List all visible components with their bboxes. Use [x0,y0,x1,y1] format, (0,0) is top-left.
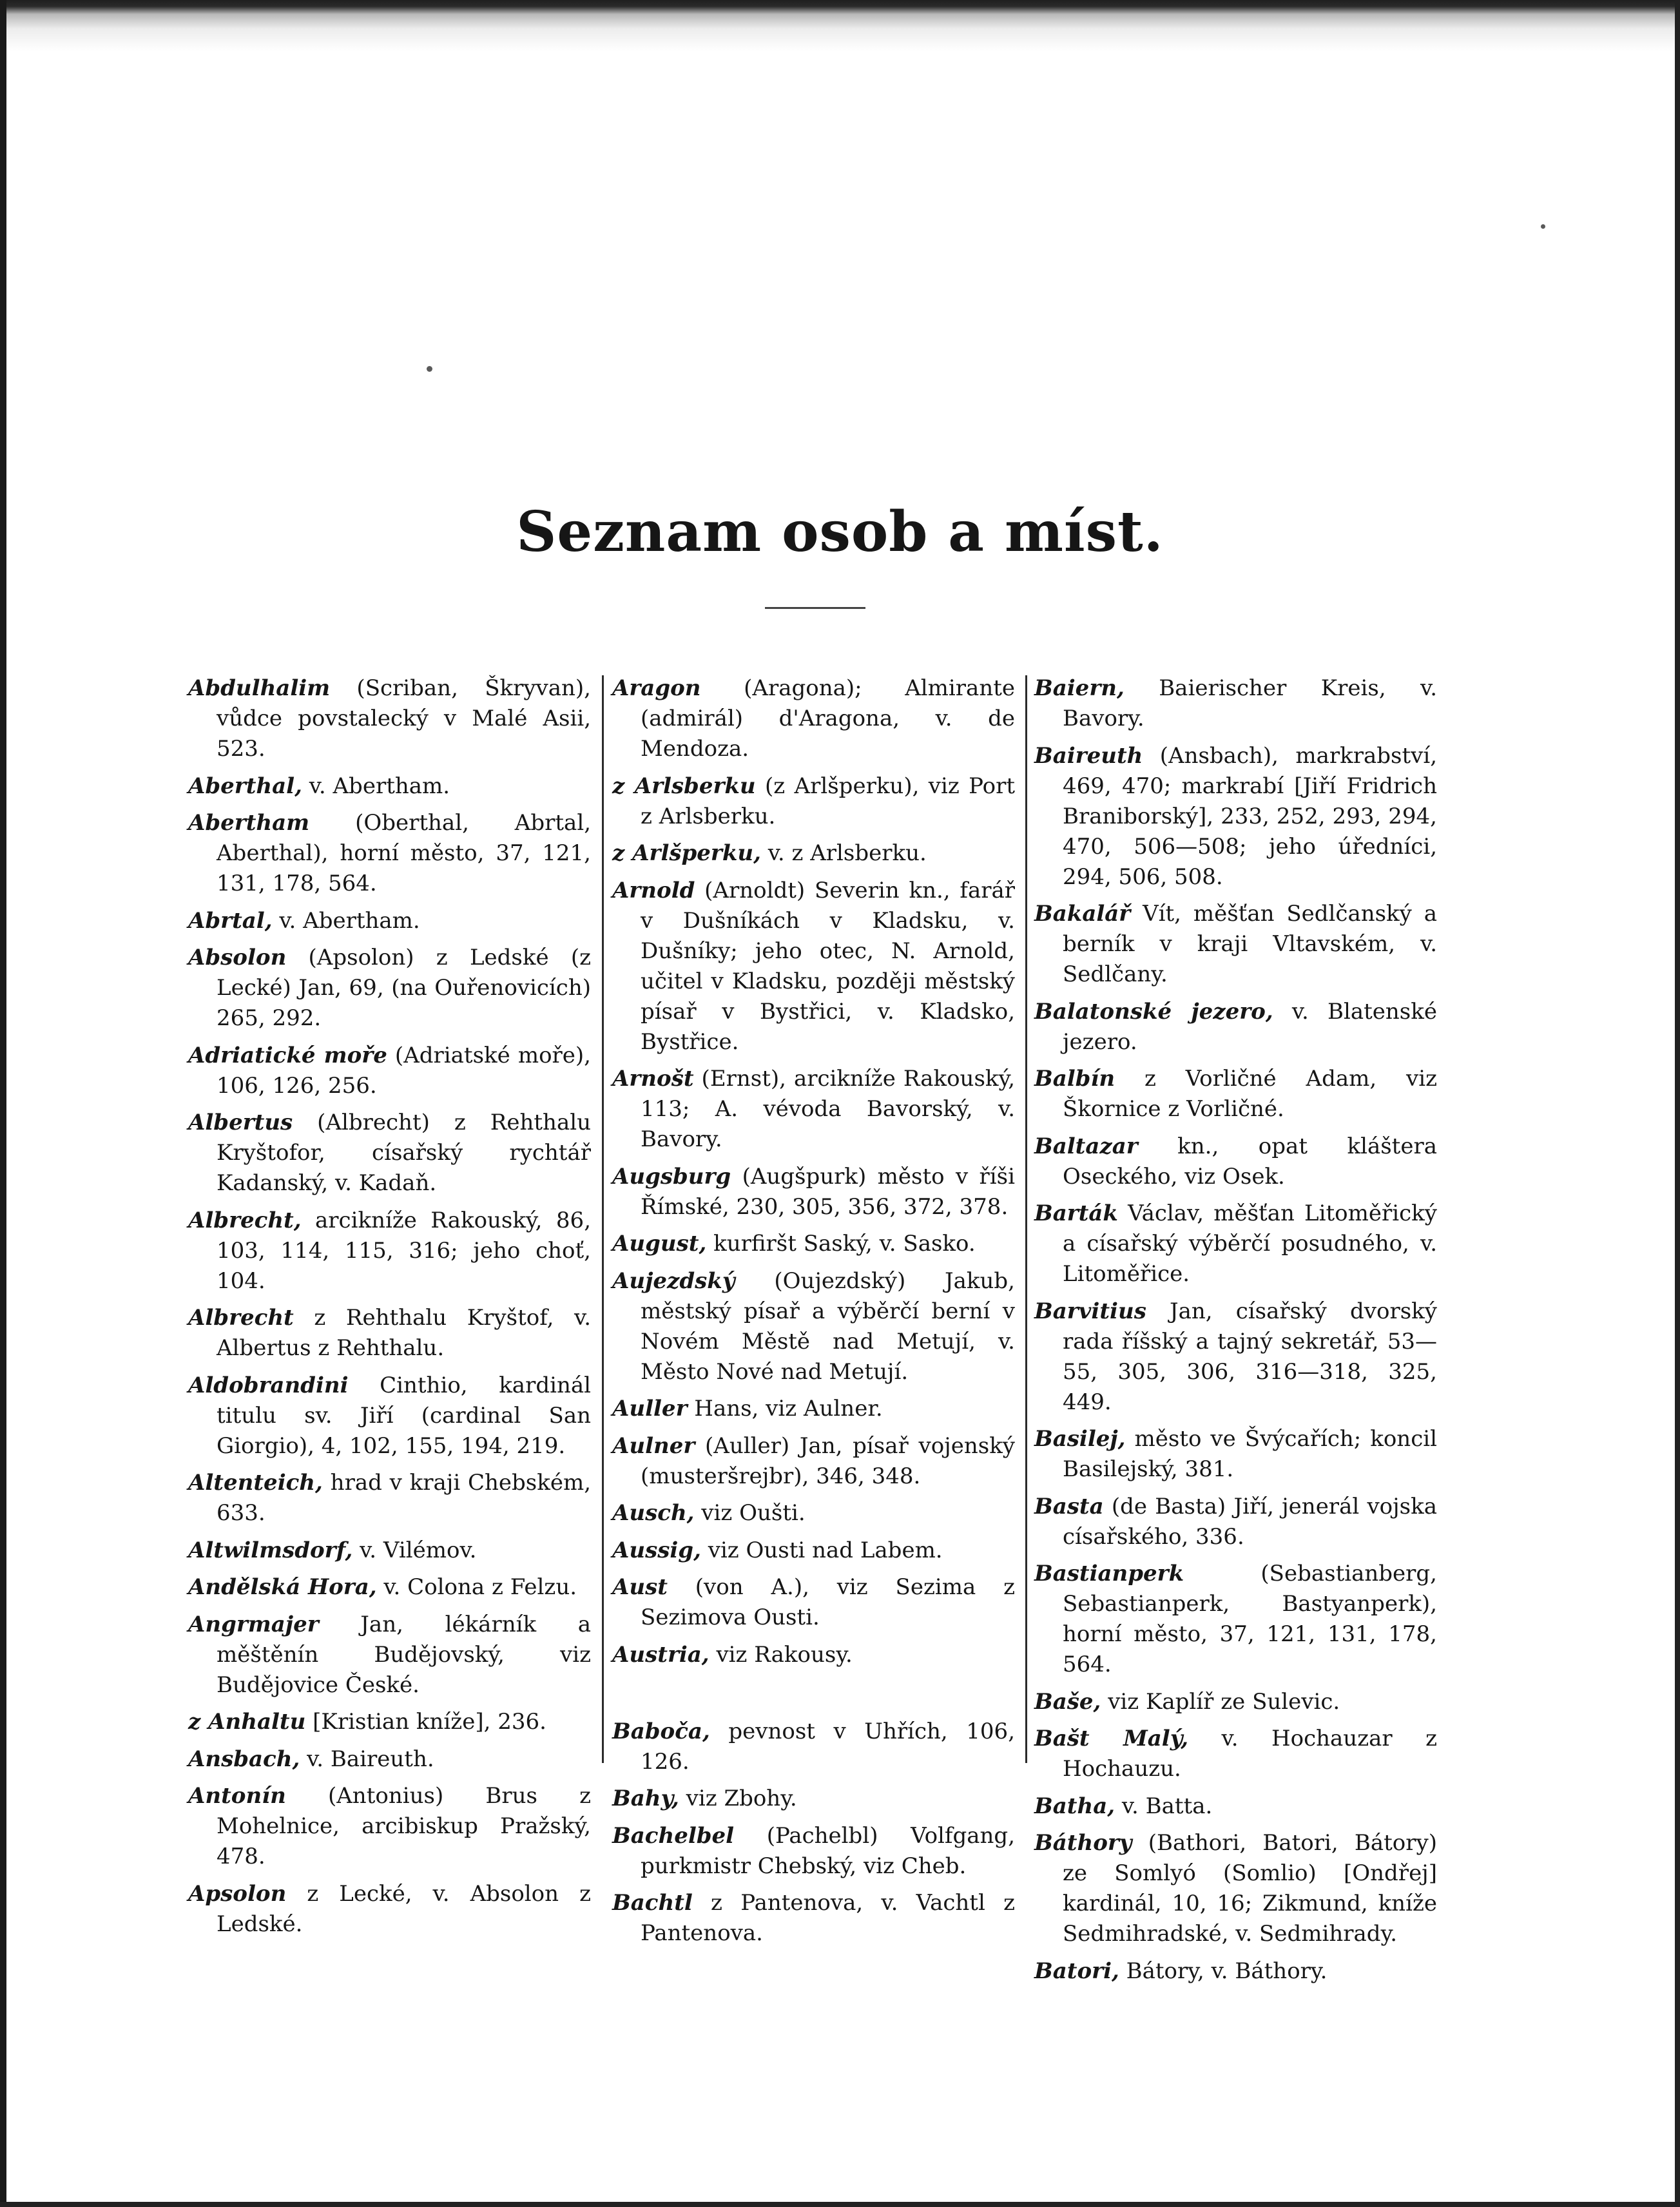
entry-headword: Austria, [612,1641,710,1668]
entry-text: Cinthio, kardinál titulu sv. Jiří (cardinal San Giorgio), 4, 102, 155, 194, 219. [217,1372,591,1459]
index-entry [612,1717,1015,1777]
index-entry [612,1229,1015,1259]
entry-text: Baierischer Kreis, v. Bavory. [1063,675,1437,731]
index-entry [612,1394,1015,1424]
entry-headword: Balbín [1034,1066,1115,1092]
index-entry [188,1572,591,1603]
index-entry [1034,1791,1437,1822]
index-entry [1034,1132,1437,1192]
index-column-1 [188,673,591,1946]
index-entry [188,1744,591,1775]
index-entry [188,1468,591,1528]
entry-headword: Abertham [188,810,310,836]
index-entry [612,1162,1015,1222]
index-entry [612,1821,1015,1882]
entry-headword: Adriatické moře [188,1042,387,1068]
entry-headword: Ansbach, [188,1746,300,1772]
entry-headword: Aragon [612,675,701,701]
entry-text: (Aragona); Almirante (admirál) d'Aragona, v. de Mendoza. [641,675,1015,762]
entry-headword: Baboča, [612,1718,710,1744]
entry-headword: Baireuth [1034,742,1143,769]
entry-headword: Altwilmsdorf, [188,1537,353,1563]
index-entry [188,943,591,1034]
entry-text: Jan, císařský dvorský rada říšský a tajný sekretář, 53—55, 305, 306, 316—318, 325, 449. [1063,1298,1437,1415]
index-entry [1034,741,1437,892]
entry-text: v. Vilémov. [352,1537,477,1563]
entry-text: (von A.), viz Sezima z Sezimova Ousti. [641,1574,1015,1630]
entry-text: z Pantenova, v. Vachtl z Pantenova. [641,1890,1015,1946]
entry-text: Bátory, v. Báthory. [1119,1958,1328,1984]
index-entry [612,1572,1015,1633]
index-entry [1034,1828,1437,1949]
entry-text: viz Rakousy. [709,1641,853,1668]
index-entry [612,771,1015,832]
entry-text: v. Blatenské jezero. [1063,998,1437,1055]
index-entry [612,1498,1015,1528]
index-entry [1034,1199,1437,1289]
entry-headword: Barták [1034,1200,1118,1226]
entry-headword: Albertus [188,1110,293,1135]
index-entry [1034,1424,1437,1485]
entry-text: (Ernst), arcikníže Rakouský, 113; A. vévoda Bavorský, v. Bavory. [641,1066,1015,1152]
index-entry [612,1064,1015,1155]
entry-headword: Barvitius [1034,1298,1146,1324]
index-entry [612,838,1015,869]
entry-text: (de Basta) Jiří, jenerál vojska císařského, 336. [1063,1493,1437,1550]
entry-headword: z Anhaltu [188,1709,306,1735]
index-entry [188,1041,591,1101]
index-entry [188,1879,591,1940]
entry-headword: Angrmajer [188,1611,319,1637]
entry-headword: Bachelbel [612,1822,735,1849]
entry-headword: Baltazar [1034,1133,1138,1159]
entry-headword: Baiern, [1034,675,1125,701]
entry-text: viz Ousti nad Labem. [700,1537,943,1563]
index-entry [188,771,591,802]
index-entry [188,808,591,899]
entry-text: (Arnoldt) Severin kn., farář v Dušníkách v Kladsku, v. Dušníky; jeho otec, N. Arnold, učitel v Kladsku, později městský písař v Bystřici, v. Kladsko, Bystřice. [641,877,1015,1055]
index-entry [188,1536,591,1566]
entry-headword: Aberthal, [188,773,302,799]
entry-text: (Auller) Jan, písař vojenský (musteršrejbr), 346, 348. [641,1432,1015,1489]
entry-headword: Aust [612,1574,668,1600]
entry-text: pevnost v Uhřích, 106, 126. [641,1718,1015,1775]
entry-text: v. z Arlsberku. [760,840,927,866]
entry-text: Vít, měšťan Sedlčanský a berník v kraji Vltavském, v. Sedlčany. [1063,901,1437,987]
index-entry [612,1888,1015,1949]
entry-headword: Arnold [612,877,695,903]
index-entry [188,1371,591,1461]
entry-headword: Bakalář [1034,901,1131,927]
entry-text: v. Hochauzar z Hochauzu. [1063,1726,1438,1782]
entry-text: (Ansbach), markrabství, 469, 470; markrabí [Jiří Fridrich Braniborský], 233, 252, 293, 294, 470, 506—508; jeho úředníci, 294, 506, 508. [1063,742,1437,890]
entry-headword: Albrecht, [188,1207,302,1233]
index-entry [612,1536,1015,1566]
entry-text: viz Zbohy. [679,1786,797,1811]
entry-headword: Augsburg [612,1163,731,1190]
scan-top-edge [0,0,1680,52]
scan-speck [427,366,432,372]
title-rule [765,607,865,609]
entry-text: (Antonius) Brus z Mohelnice, arcibiskup Pražský, 478. [217,1783,591,1869]
index-entry [1034,1687,1437,1717]
index-entry [612,1266,1015,1387]
entry-headword: Arnošt [612,1066,694,1092]
index-entry [1034,1559,1437,1680]
scan-right-border [1675,0,1680,2207]
index-column-3 [1034,673,1437,1993]
entry-headword: Aldobrandini [188,1372,349,1398]
entry-headword: Aujezdský [612,1267,735,1294]
index-entry [612,1784,1015,1814]
entry-headword: Aulner [612,1432,695,1459]
entry-text: Jan, lékárník a měštěnín Budějovský, viz Budějovice České. [217,1611,591,1698]
entry-headword: Andělská Hora, [188,1574,377,1600]
index-entry [188,1781,591,1872]
entry-text: (Albrecht) z Rehthalu Kryštofor, císařský rychtář Kadanský, v. Kadaň. [217,1110,591,1196]
entry-text: v. Abertham. [302,773,450,799]
entry-headword: Bašt Malý, [1034,1726,1189,1751]
entry-text: v. Baireuth. [300,1746,434,1772]
entry-headword: Altenteich, [188,1470,323,1496]
index-entry [1034,1956,1437,1987]
entry-headword: Basta [1034,1493,1104,1519]
entry-text: (Pachelbl) Volfgang, purkmistr Chebský, viz Cheb. [641,1822,1015,1879]
entry-headword: Abrtal, [188,907,273,934]
page-title: Seznam osob a míst. [516,499,1164,564]
entry-headword: Antonín [188,1783,286,1809]
index-entry [1034,1724,1437,1784]
entry-text: z Vorličné Adam, viz Škornice z Vorličné. [1063,1066,1437,1122]
entry-headword: z Arlšperku, [612,840,761,866]
entry-text: z Rehthalu Kryštof, v. Albertus z Rehthalu. [217,1305,591,1361]
entry-text: (Oujezdský) Jakub, městský písař a výběrčí berní v Novém Městě nad Metují, v. Město Nové nad Metují. [641,1267,1015,1385]
index-entry [1034,1064,1437,1124]
entry-text: (Sebastianberg, Sebastianperk, Bastyanperk), horní město, 37, 121, 131, 178, 564. [1063,1561,1437,1677]
entry-text: hrad v kraji Chebském, 633. [217,1470,591,1526]
entry-text: z Lecké, v. Absolon z Ledské. [217,1880,591,1937]
entry-text: (Scriban, Škryvan), vůdce povstalecký v Malé Asii, 523. [217,675,591,762]
index-entry [1034,899,1437,990]
entry-text: kn., opat kláštera Oseckého, viz Osek. [1063,1133,1437,1190]
entry-text: viz Oušti. [694,1500,806,1526]
entry-headword: Balatonské jezero, [1034,998,1273,1025]
entry-text: (Apsolon) z Ledské (z Lecké) Jan, 69, (na Ouřenovicích) 265, 292. [217,945,591,1031]
index-entry [612,876,1015,1057]
index-column-2 [612,673,1015,1956]
index-entry [188,1610,591,1701]
column-divider [602,675,604,1763]
entry-text: [Kristian kníže], 236. [305,1709,546,1735]
entry-headword: Ausch, [612,1500,695,1526]
column-divider [1025,675,1027,1763]
scan-speck [1541,224,1545,229]
entry-headword: Absolon [188,945,287,970]
index-entry [188,906,591,936]
entry-text: (Augšpurk) město v říši Římské, 230, 305, 356, 372, 378. [641,1163,1015,1220]
entry-text: Hans, viz Aulner. [687,1396,883,1422]
entry-text: Václav, měšťan Litoměřický a císařský výběrčí posudného, v. Litoměřice. [1063,1200,1437,1287]
index-entry [188,1206,591,1296]
entry-text: (Adriatské moře), 106, 126, 256. [217,1042,591,1099]
entry-headword: August, [612,1231,707,1257]
entry-text: viz Kaplíř ze Sulevic. [1101,1688,1340,1715]
entry-headword: Báthory [1034,1830,1132,1856]
index-entry [188,1303,591,1364]
index-entry [1034,1296,1437,1418]
entry-text: (Bathori, Batori, Bátory) ze Somlyó (Somlio) [Ondřej] kardinál, 10, 16; Zikmund, kníže Sedmihradské, v. Sedmihrady. [1063,1830,1437,1947]
entry-headword: Abdulhalim [188,675,331,701]
index-entry [612,673,1015,764]
entry-headword: Auller [612,1396,688,1422]
index-entry [1034,673,1437,734]
entry-headword: Basilej, [1034,1426,1126,1452]
scan-bottom-border [0,2202,1680,2207]
scan-left-border [0,0,6,2207]
entry-headword: Bastianperk [1034,1561,1184,1586]
entry-headword: z Arlsberku [612,773,756,799]
entry-headword: Aussig, [612,1537,701,1563]
entry-text: (Oberthal, Abrtal, Aberthal), horní město, 37, 121, 131, 178, 564. [217,810,591,896]
entry-text: město ve Švýcařích; koncil Basilejský, 381. [1063,1426,1437,1482]
entry-text: v. Batta. [1115,1793,1213,1819]
entry-headword: Albrecht [188,1305,294,1331]
entry-text: (z Arlšperku), viz Port z Arlsberku. [641,773,1015,829]
entry-headword: Batha, [1034,1793,1115,1819]
entry-headword: Baše, [1034,1688,1101,1715]
index-entry [612,1431,1015,1492]
entry-headword: Bachtl [612,1890,693,1916]
index-entry [1034,997,1437,1057]
entry-text: v. Abertham. [272,907,420,934]
entry-headword: Apsolon [188,1880,287,1907]
index-entry [612,1640,1015,1670]
entry-text: v. Colona z Felzu. [376,1574,577,1600]
index-entry [188,1108,591,1199]
index-entry [188,673,591,764]
entry-text: arcikníže Rakouský, 86, 103, 114, 115, 316; jeho choť, 104. [217,1207,591,1294]
entry-text: kurfiršt Saský, v. Sasko. [706,1231,976,1257]
index-entry [1034,1492,1437,1552]
index-entry [188,1707,591,1737]
entry-headword: Batori, [1034,1958,1119,1984]
entry-headword: Bahy, [612,1786,679,1811]
